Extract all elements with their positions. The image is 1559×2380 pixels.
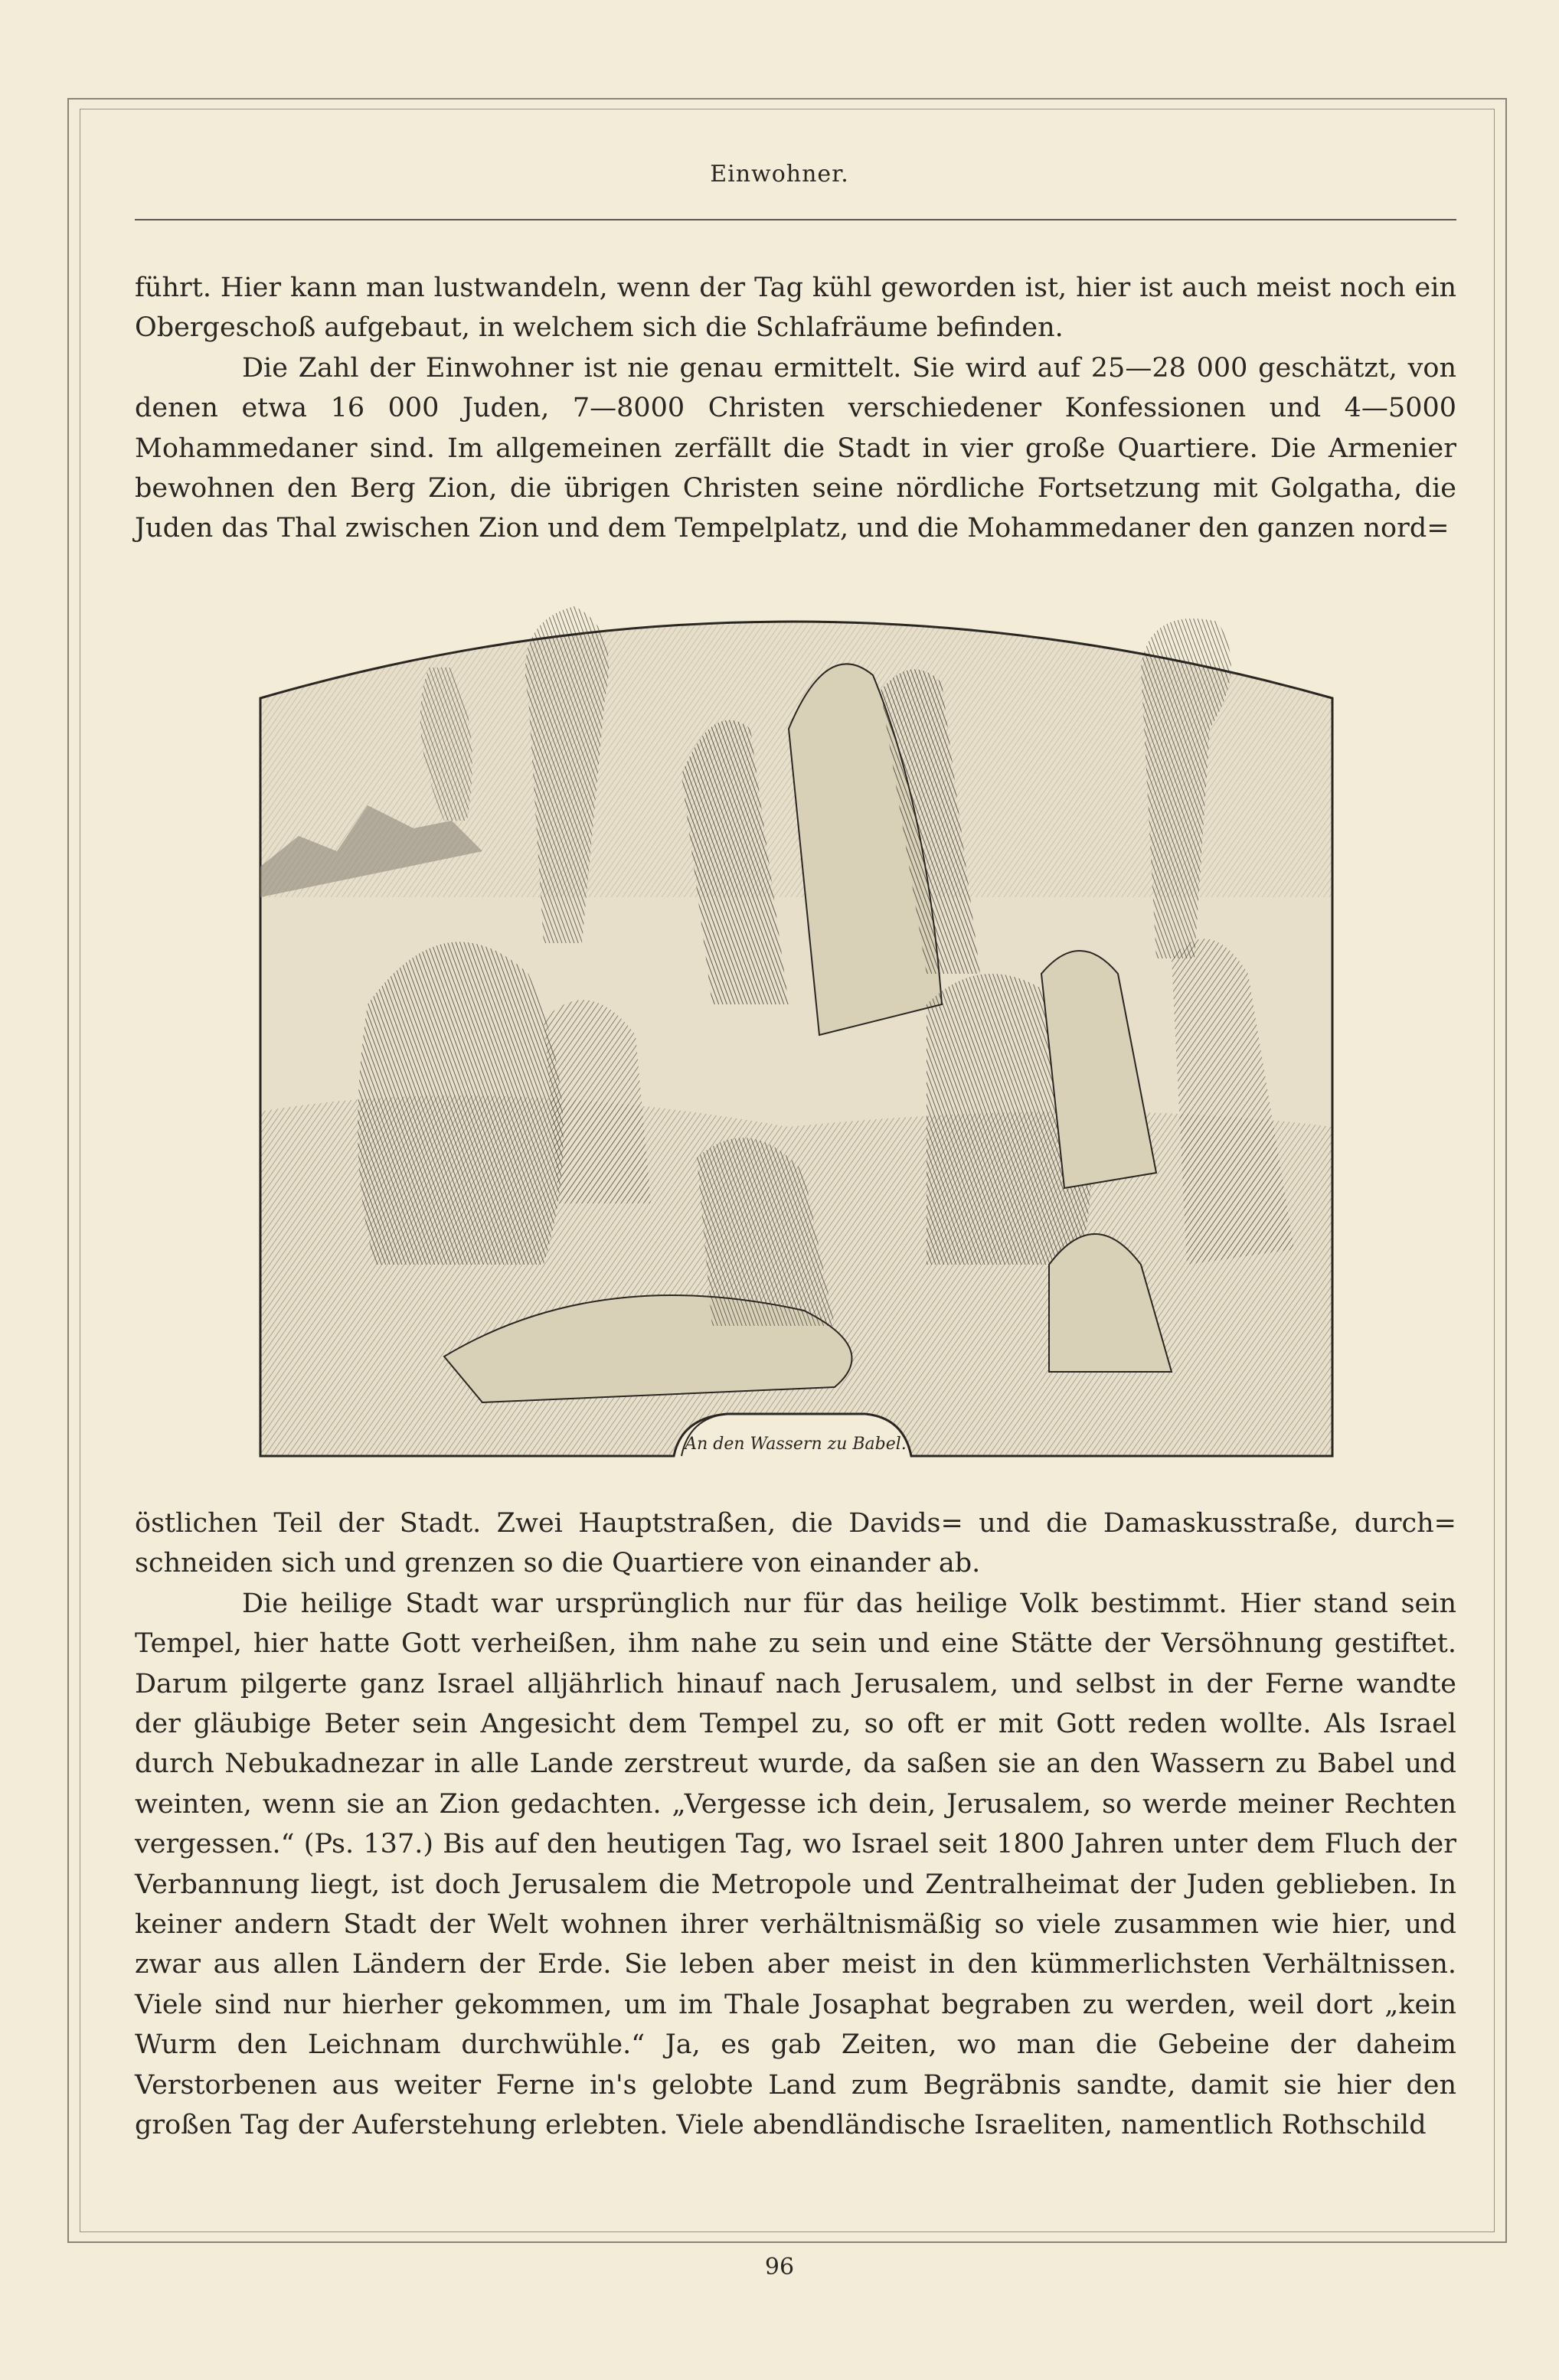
illustration-caption: An den Wassern zu Babel. — [685, 1435, 907, 1454]
running-head: Einwohner. — [710, 161, 849, 188]
paragraph: Die heilige Stadt war ursprünglich nur für das heilige Volk bestimmt. Hier stand sein Tempel, hier hatte Gott verheißen, ihm nahe zu sein und eine Stätte der Versöhnung gestiftet. Darum pilgerte ganz Israel alljährlich hinauf nach Jerusalem, und selbst in der Ferne wandte der gläubige Beter sein Angesicht dem Tempel zu, so oft er mit Gott reden wollte. Als Israel durch Nebukadnezar in alle Lande zerstreut wurde, da saßen sie an den Wassern zu Babel und weinten, wenn sie an Zion gedachten. „Vergesse ich dein, Jerusalem, so werde meiner Rechten vergessen.“ (Ps. 137.) Bis auf den heutigen Tag, wo Israel seit 1800 Jahren unter dem Fluch der Verbannung liegt, ist doch Jerusalem die Metropole und Zentralheimat der Juden geblieben. In keiner andern Stadt der Welt wohnen ihrer verhältnismäßig so viele zusammen wie hier, und zwar aus allen Ländern der Erde. Sie leben aber meist in den kümmerlichsten Verhältnissen. Viele sind nur hierher gekommen, um im Thale Josaphat begraben zu werden, weil dort „kein Wurm den Leichnam durchwühle.“ Ja, es gab Zeiten, wo man die Gebeine der daheim Verstorbenen aus weiter Ferne in's gelobte Land zum Begräbnis sandte, damit sie hier den großen Tag der Auferstehung erlebten. Viele abendländische Israeliten, namentlich Rothschild — [135, 1588, 1456, 2141]
text-block-bottom — [135, 1503, 1456, 2146]
header-rule — [135, 219, 1456, 220]
paragraph: Die Zahl der Einwohner ist nie genau ermittelt. Sie wird auf 25—28 000 geschätzt, von denen etwa 16 000 Juden, 7—8000 Christen verschiedener Konfessionen und 4—5000 Mohammedaner sind. Im allgemeinen zerfällt die Stadt in vier große Quartiere. Die Armenier bewohnen den Berg Zion, die übrigen Christen seine nördliche Fortsetzung mit Golgatha, die Juden das Thal zwischen Zion und dem Tempelplatz, und die Mohammedaner den ganzen nord= — [135, 352, 1456, 544]
text-block-top — [135, 268, 1456, 549]
engraving-image — [253, 576, 1338, 1464]
engraving-illustration — [253, 576, 1338, 1464]
page-number: 96 — [764, 2254, 795, 2280]
paragraph: östlichen Teil der Stadt. Zwei Hauptstraßen, die Davids= und die Damaskusstraße, durch= schneiden sich und grenzen so die Quartiere von einander ab. — [135, 1508, 1456, 1579]
paragraph: führt. Hier kann man lustwandeln, wenn der Tag kühl geworden ist, hier ist auch meist noch ein Obergeschoß aufgebaut, in welchem sich die Schlafräume befinden. — [135, 273, 1456, 344]
